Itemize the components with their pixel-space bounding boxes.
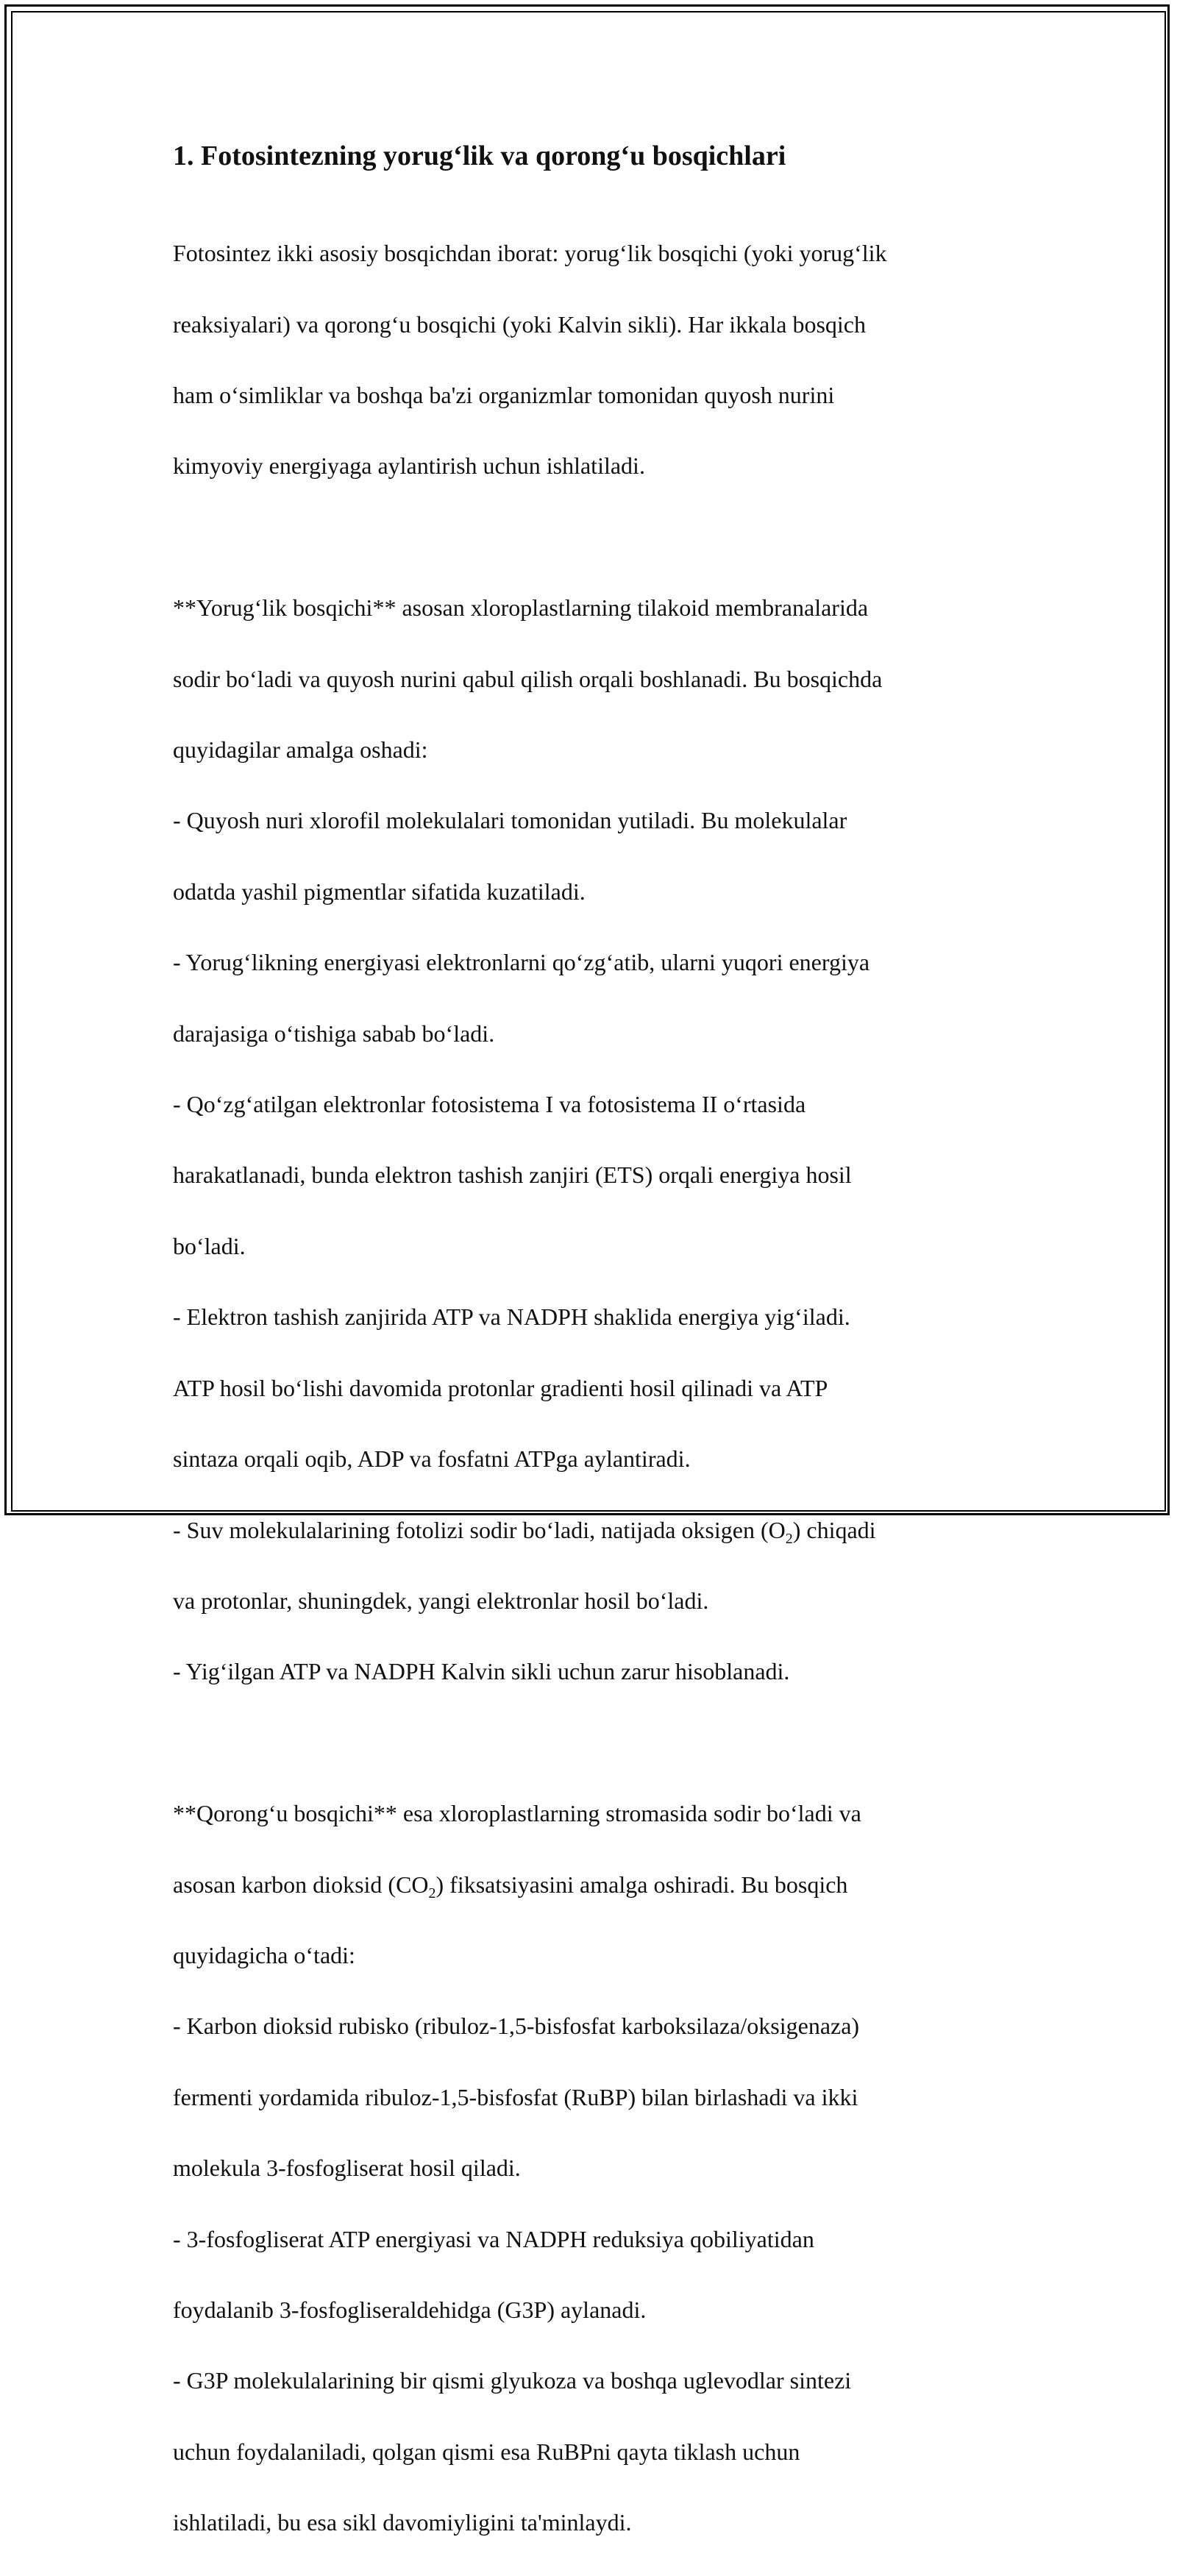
text-line: sodir bo‘ladi va quyosh nurini qabul qilish orqali boshlanadi. Bu bosqichda [173,665,883,692]
text-line: ishlatiladi, bu esa sikl davomiyligini ta'minlaydi. [173,2509,632,2536]
text-line: foydalanib 3-fosfogliseraldehidga (G3P) aylanadi. [173,2296,647,2323]
co2-line [173,1867,1004,1902]
text-line: darajasiga o‘tishiga sabab bo‘ladi. [173,1020,495,1047]
document-body [173,137,1004,2576]
text-line: reaksiyalari) va qorong‘u bosqichi (yoki Kalvin sikli). Har ikkala bosqich [173,310,866,338]
list-item-line: - Elektron tashish zanjirida ATP va NADPH shaklida energiya yig‘iladi. [173,1303,850,1331]
list-item-line: - Qo‘zg‘atilgan elektronlar fotosistema I va fotosistema II o‘rtasida [173,1091,806,1118]
text-line: ham o‘simliklar va boshqa ba'zi organizmlar tomonidan quyosh nurini [173,382,835,409]
text-line: bo‘ladi. [173,1232,246,1259]
text-line: quyidagicha o‘tadi: [173,1941,355,1968]
text-line: sintaza orqali oqib, ADP va fosfatni ATPga aylantiradi. [173,1445,691,1473]
intro-paragraph [173,200,1004,519]
list-item-line: - Yorug‘likning energiyasi elektronlarni qo‘zg‘atib, ularni yuqori energiya [173,949,870,976]
text-fragment: - Suv molekulalarining fotolizi sodir bo‘ladi, natijada oksigen (O [173,1516,786,1543]
list-item-line: - G3P molekulalarining bir qismi glyukoza va boshqa uglevodlar sintezi [173,2367,852,2394]
text-line: va protonlar, shuningdek, yangi elektronlar hosil bo‘ladi. [173,1587,709,1614]
list-item-line: - Karbon dioksid rubisko (ribuloz-1,5-bisfosfat karboksilaza/oksigenaza) [173,2013,860,2040]
text-line: uchun foydalaniladi, qolgan qismi esa RuBPni qayta tiklash uchun [173,2438,800,2465]
light-stage-paragraph [173,555,1004,1725]
paragraph-gap [173,1725,1004,1760]
subscript: 2 [785,1530,793,1547]
list-item-line: - 3-fosfogliserat ATP energiyasi va NADPH reduksiya qobiliyatidan [173,2225,814,2252]
section-heading: 1. Fotosintezning yorug‘lik va qorong‘u bosqichlari [173,140,786,171]
text-line: quyidagilar amalga oshadi: [173,736,428,764]
text-line: **Qorong‘u bosqichi** esa xloroplastlarning stromasida sodir bo‘ladi va [173,1800,861,1827]
text-line: harakatlanadi, bunda elektron tashish zanjiri (ETS) orqali energiya hosil [173,1161,852,1189]
subscript: 2 [428,1885,436,1901]
text-line: odatda yashil pigmentlar sifatida kuzatiladi. [173,878,586,905]
text-line: Fotosintez ikki asosiy bosqichdan iborat: yorug‘lik bosqichi (yoki yorug‘lik [173,240,887,267]
dark-stage-paragraph [173,1760,1004,2576]
photolysis-line [173,1512,1004,1548]
list-item-line: - Quyosh nuri xlorofil molekulalari tomonidan yutiladi. Bu molekulalar [173,807,847,834]
text-line: molekula 3-fosfogliserat hosil qiladi. [173,2155,521,2182]
text-line: ATP hosil bo‘lishi davomida protonlar gradienti hosil qilinadi va ATP [173,1374,828,1401]
text-line: **Yorug‘lik bosqichi** asosan xloroplastlarning tilakoid membranalarida [173,594,869,622]
text-line: fermenti yordamida ribuloz-1,5-bisfosfat (RuBP) bilan birlashadi va ikki [173,2083,858,2110]
paragraph-gap [173,519,1004,555]
text-line: kimyoviy energiyaga aylantirish uchun ishlatiladi. [173,452,645,480]
text-fragment: asosan karbon dioksid (CO [173,1871,429,1898]
text-fragment: ) chiqadi [792,1516,876,1543]
text-fragment: ) fiksatsiyasini amalga oshiradi. Bu bosqich [435,1871,848,1898]
list-item-line: - Yig‘ilgan ATP va NADPH Kalvin sikli uchun zarur hisoblanadi. [173,1658,790,1685]
